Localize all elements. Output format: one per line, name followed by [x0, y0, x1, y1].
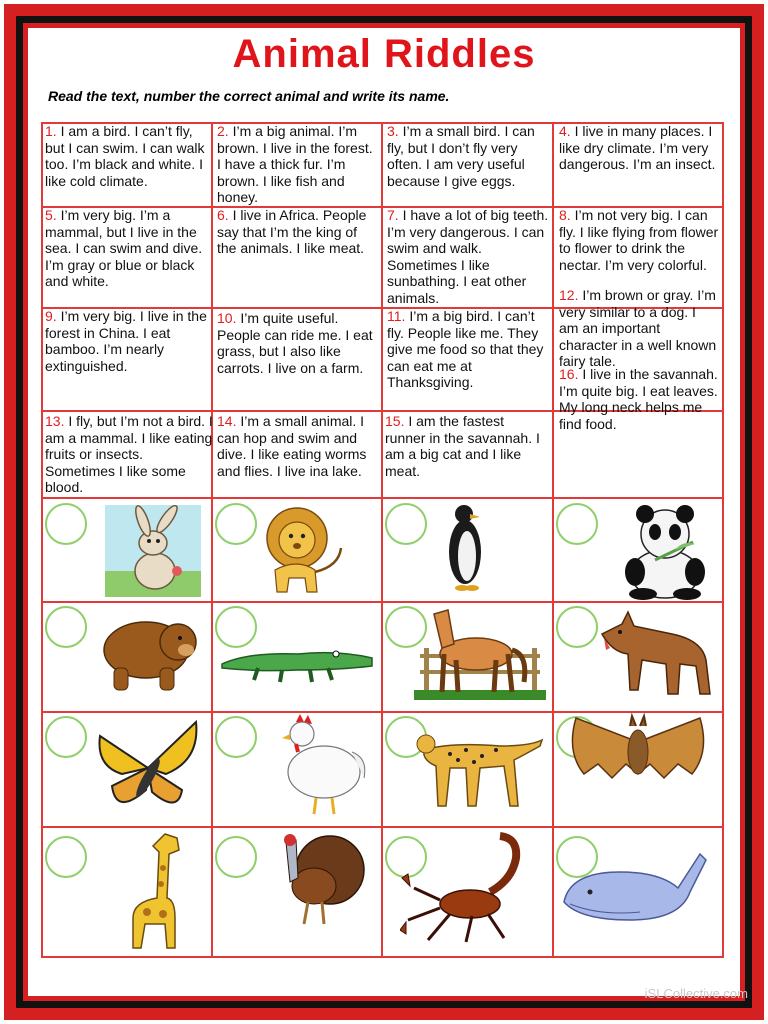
answer-circle[interactable] — [45, 716, 87, 758]
butterfly-picture — [92, 716, 202, 820]
riddle-4 — [559, 123, 719, 173]
page-title: Animal Riddles — [232, 32, 536, 76]
horse-picture — [414, 604, 546, 704]
wolf-picture — [592, 604, 717, 700]
riddle-1 — [45, 123, 215, 189]
riddle-number: 3. — [387, 123, 399, 139]
crocodile-picture — [218, 640, 376, 684]
answer-circle[interactable] — [385, 503, 427, 545]
riddle-16 — [559, 366, 719, 432]
riddle-number: 7. — [387, 207, 399, 223]
grid-line — [381, 497, 383, 958]
riddle-number: 15. — [385, 413, 405, 429]
riddle-text: I fly, but I’m not a bird. I am a mammal. I like eating fruits or insects. Sometimes I like some blood. — [45, 413, 213, 496]
lion-picture — [255, 500, 350, 596]
riddle-number: 4. — [559, 123, 571, 139]
cheetah-picture — [410, 720, 550, 810]
riddle-number: 13. — [45, 413, 65, 429]
riddle-7 — [387, 207, 549, 307]
scorpion-picture — [400, 830, 530, 946]
riddle-text: I live in many places. I like dry climate. I’m very dangerous. I’m an insect. — [559, 123, 716, 173]
riddle-text: I am a bird. I can’t fly, but I can swim. I can walk too. I’m black and white. I like cold climate. — [45, 123, 205, 189]
answer-circle[interactable] — [45, 503, 87, 545]
riddle-text: I’m brown or gray. I’m very similar to a dog. I am an important character in a well known fairy tale. — [559, 287, 717, 370]
grid-line — [552, 122, 554, 499]
riddle-12 — [559, 287, 719, 370]
riddle-number: 12. — [559, 287, 579, 303]
riddle-text: I’m quite useful. People can ride me. I eat grass, but I also like carrots. I live on a farm. — [217, 310, 373, 376]
bear-picture — [100, 602, 205, 694]
riddle-text: I am the fastest runner in the savannah. I am a big cat and I like meat. — [385, 413, 540, 479]
riddle-9 — [45, 308, 207, 374]
riddle-3 — [387, 123, 549, 189]
grid-line — [722, 497, 724, 958]
riddle-number: 16. — [559, 366, 579, 382]
riddle-text: I’m very big. I’m a mammal, but I live in the sea. I can swim and dive. I’m gray or blue or black and white. — [45, 207, 203, 290]
riddle-13 — [45, 413, 213, 496]
riddle-text: I’m not very big. I can fly. I like flying from flower to flower to drink the nectar. I’m very colorful. — [559, 207, 719, 273]
riddle-text: I have a lot of big teeth. I’m very dangerous. I can swim and walk. Sometimes I like sunbathing. I eat other animals. — [387, 207, 549, 306]
answer-circle[interactable] — [556, 503, 598, 545]
bat-picture — [560, 712, 715, 794]
riddle-6 — [217, 207, 379, 257]
riddle-text: I’m very big. I live in the forest in China. I eat bamboo. I’m nearly extinguished. — [45, 308, 207, 374]
riddle-text: I live in Africa. People say that I’m the king of the animals. I like meat. — [217, 207, 367, 257]
riddle-text: I’m a big animal. I’m brown. I live in the forest. I have a thick fur. I’m brown. I like fish and honey. — [217, 123, 373, 206]
riddle-number: 9. — [45, 308, 57, 324]
grid-line — [41, 497, 43, 958]
whale-picture — [560, 846, 710, 926]
answer-circle[interactable] — [215, 503, 257, 545]
watermark: iSLCollective.com — [644, 986, 748, 1001]
riddle-number: 1. — [45, 123, 57, 139]
grid-line — [41, 122, 43, 499]
riddle-14 — [217, 413, 379, 479]
giraffe-picture — [105, 828, 205, 954]
riddle-number: 8. — [559, 207, 571, 223]
rabbit-picture — [105, 505, 201, 597]
riddle-number: 6. — [217, 207, 229, 223]
riddle-text: I’m a small animal. I can hop and swim and dive. I like eating worms and flies. I live ina lake. — [217, 413, 367, 479]
riddle-text: I live in the savannah. I’m quite big. I eat leaves. My long neck helps me find food. — [559, 366, 718, 432]
riddle-number: 5. — [45, 207, 57, 223]
riddle-15 — [385, 413, 545, 479]
answer-circle[interactable] — [45, 836, 87, 878]
grid-line — [211, 497, 213, 958]
grid-line — [722, 122, 724, 499]
panda-picture — [615, 502, 717, 600]
riddle-number: 2. — [217, 123, 229, 139]
riddle-number: 11. — [387, 308, 406, 324]
penguin-picture — [440, 500, 490, 592]
riddle-text: I’m a small bird. I can fly, but I don’t fly very often. I am very useful because I give eggs. — [387, 123, 535, 189]
answer-circle[interactable] — [215, 836, 257, 878]
riddle-number: 14. — [217, 413, 237, 429]
turkey-picture — [268, 828, 368, 928]
riddle-11 — [387, 308, 549, 391]
answer-circle[interactable] — [215, 716, 257, 758]
riddle-number: 10. — [217, 310, 237, 326]
grid-line — [381, 122, 383, 499]
instructions: Read the text, number the correct animal and write its name. — [48, 88, 450, 104]
riddle-5 — [45, 207, 207, 290]
riddle-2 — [217, 123, 379, 206]
hen-picture — [268, 712, 370, 820]
riddle-10 — [217, 310, 379, 376]
riddle-8 — [559, 207, 719, 273]
riddle-text: I’m a big bird. I can’t fly. People like me. They give me food so that they can eat me at Thanksgiving. — [387, 308, 544, 391]
answer-circle[interactable] — [45, 606, 87, 648]
grid-line — [552, 497, 554, 958]
